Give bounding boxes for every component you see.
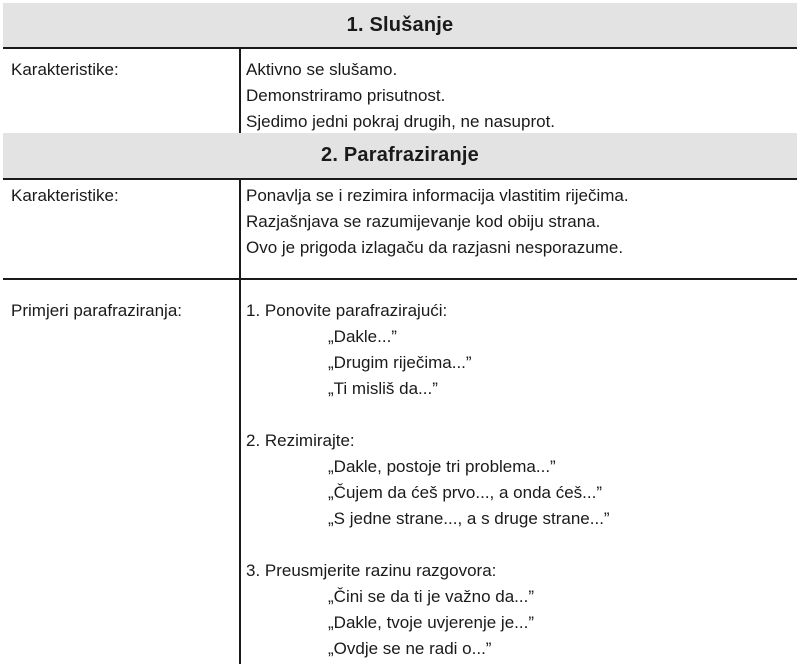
- column-divider: [239, 180, 241, 278]
- section-2-label: Karakteristike:: [11, 186, 119, 205]
- section-2-characteristics: [246, 183, 629, 261]
- section-2-header: [3, 133, 797, 178]
- example-phrase: „Dakle...”: [328, 327, 397, 346]
- characteristic-line: Demonstriramo prisutnost.: [246, 86, 446, 105]
- example-phrase: „Ovdje se ne radi o...”: [328, 639, 492, 658]
- example-phrase: „Čini se da ti je važno da...”: [328, 587, 534, 606]
- section-1-label: Karakteristike:: [11, 60, 119, 79]
- divider: [3, 278, 797, 280]
- section-1-title: 1. Slušanje: [346, 13, 454, 36]
- section-1-header: [3, 3, 797, 47]
- example-phrase: „Čujem da ćeš prvo..., a onda ćeš...”: [328, 483, 603, 502]
- example-group-heading: 3. Preusmjerite razinu razgovora:: [246, 561, 497, 580]
- divider: [3, 178, 797, 180]
- example-group-heading: 1. Ponovite parafrazirajući:: [246, 301, 448, 320]
- characteristic-line: Ponavlja se i rezimira informacija vlastitim riječima.: [246, 186, 629, 205]
- example-phrase: „Dakle, postoje tri problema...”: [328, 457, 556, 476]
- section-2-title: 2. Parafraziranje: [321, 144, 479, 166]
- characteristic-line: Ovo je prigoda izlagaču da razjasni nesporazume.: [246, 238, 624, 257]
- example-group-heading: 2. Rezimirajte:: [246, 431, 355, 450]
- examples-list: [246, 298, 610, 662]
- example-phrase: „Dakle, tvoje uvjerenje je...”: [328, 613, 534, 632]
- section-1-characteristics: [246, 57, 555, 135]
- characteristic-line: Aktivno se slušamo.: [246, 60, 398, 79]
- column-divider: [239, 49, 241, 133]
- example-phrase: „S jedne strane..., a s druge strane...”: [328, 509, 610, 528]
- examples-label: Primjeri parafraziranja:: [11, 301, 182, 320]
- column-divider: [239, 280, 241, 664]
- example-phrase: „Ti misliš da...”: [328, 379, 438, 398]
- example-phrase: „Drugim riječima...”: [328, 353, 472, 372]
- divider: [3, 47, 797, 49]
- characteristic-line: Razjašnjava se razumijevanje kod obiju strana.: [246, 212, 601, 231]
- characteristic-line: Sjedimo jedni pokraj drugih, ne nasuprot.: [246, 112, 556, 131]
